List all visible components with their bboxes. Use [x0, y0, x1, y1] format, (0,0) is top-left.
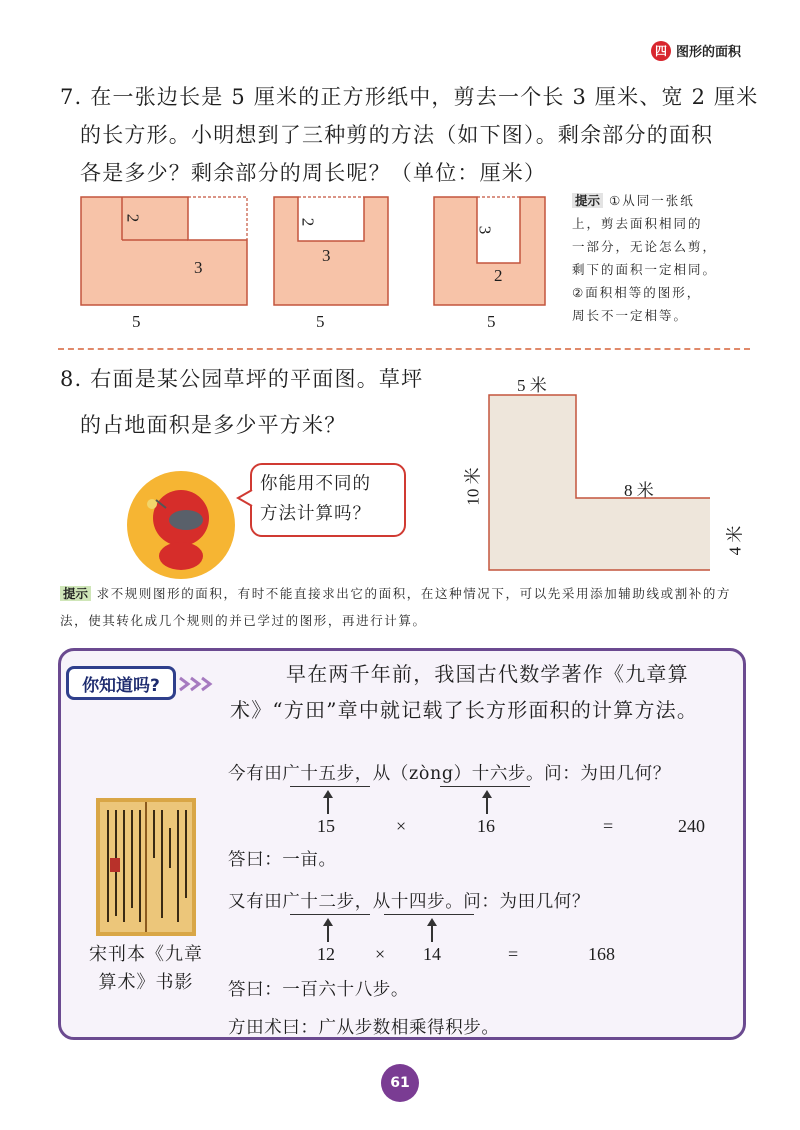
image-caption: 宋刊本《九章 算术》书影: [89, 944, 203, 993]
ex1-b: 16: [477, 816, 495, 836]
fig3-label-cut-b: 2: [494, 266, 503, 285]
q7-text: 7. 在一张边长是 5 厘米的正方形纸中，剪去一个长 3 厘米、宽 2 厘米 的长方形。小明想到了三种剪的方法（如下图）。剩余部分的面积 各是多少？剩余部分的周长呢？（单位：厘米）: [60, 85, 759, 185]
ex2-eq: =: [508, 944, 519, 964]
ex1-eq: =: [603, 816, 614, 836]
arrow-icon: [178, 674, 224, 694]
chapter-badge: 四: [651, 41, 671, 61]
fig3-label-side: 5: [487, 312, 496, 331]
q8-text: 8. 右面是某公园草坪的平面图。草坪 的占地面积是多少平方米？: [60, 367, 424, 437]
ancient-book-image: [96, 798, 196, 936]
fig2-label-cut-a: 2: [298, 217, 318, 227]
figure-1-shape: [81, 197, 247, 305]
figure-2-shape: [274, 197, 388, 305]
rule-text: 方田术曰：广从步数相乘得积步。: [228, 1018, 500, 1038]
example-1-text: 今有田广十五步，从（zòng）十六步。问：为田几何？: [228, 764, 671, 784]
ex2-op: ×: [375, 944, 386, 964]
fig2-label-cut-b: 3: [322, 246, 331, 265]
fig1-label-cut-b: 3: [194, 258, 203, 277]
figure-3-shape: [434, 197, 545, 305]
lawn-dim-left: 10 米: [463, 467, 483, 506]
example-2-answer: 答曰：一百六十八步。: [228, 980, 409, 1000]
lawn-dim-top: 5 米: [517, 376, 547, 395]
ex1-a: 15: [317, 816, 335, 836]
robot-illustration: [126, 470, 246, 580]
general-hint: 提示 求不规则图形的面积，有时不能直接求出它的面积，在这种情况下，可以先采用添加辅助线或割补的方法，使其转化成几个规则的并已学过的图形，再进行计算。: [60, 586, 732, 628]
ex2-a: 12: [317, 944, 335, 964]
page-number: 61: [381, 1064, 419, 1102]
example-2-text: 又有田广十二步，从十四步。问：为田几何？: [228, 892, 590, 912]
ex2-b: 14: [423, 944, 441, 964]
fig1-label-cut-a: 2: [123, 213, 143, 223]
speech-text: 你能用不同的 方法计算吗？: [260, 474, 371, 524]
lawn-plan: [480, 390, 710, 575]
fig3-label-cut-a: 3: [475, 225, 495, 235]
chapter-title: 图形的面积: [676, 45, 742, 60]
section-divider: [58, 348, 750, 350]
ex1-op: ×: [396, 816, 407, 836]
q7-hint: 提示 ①从同一张纸 上，剪去面积相同的 一部分，无论怎么剪， 剩下的面积一定相同。 ②面积相等的图形， 周长不一定相等。: [572, 193, 718, 323]
ex1-result: 240: [678, 816, 705, 836]
fig2-label-side: 5: [316, 312, 325, 331]
figure-1-cut: [188, 197, 247, 240]
lawn-dim-step: 8 米: [624, 481, 654, 500]
example-1-answer: 答曰：一亩。: [228, 850, 337, 870]
did-you-know-tag: 你知道吗?: [66, 666, 176, 700]
know-intro: 早在两千年前，我国古代数学著作《九章算 术》“方田”章中就记载了长方形面积的计算方法。: [230, 662, 699, 722]
speech-tail: [236, 488, 254, 508]
fig1-label-side: 5: [132, 312, 141, 331]
ex2-result: 168: [588, 944, 615, 964]
lawn-dim-right: 4 米: [725, 525, 745, 556]
